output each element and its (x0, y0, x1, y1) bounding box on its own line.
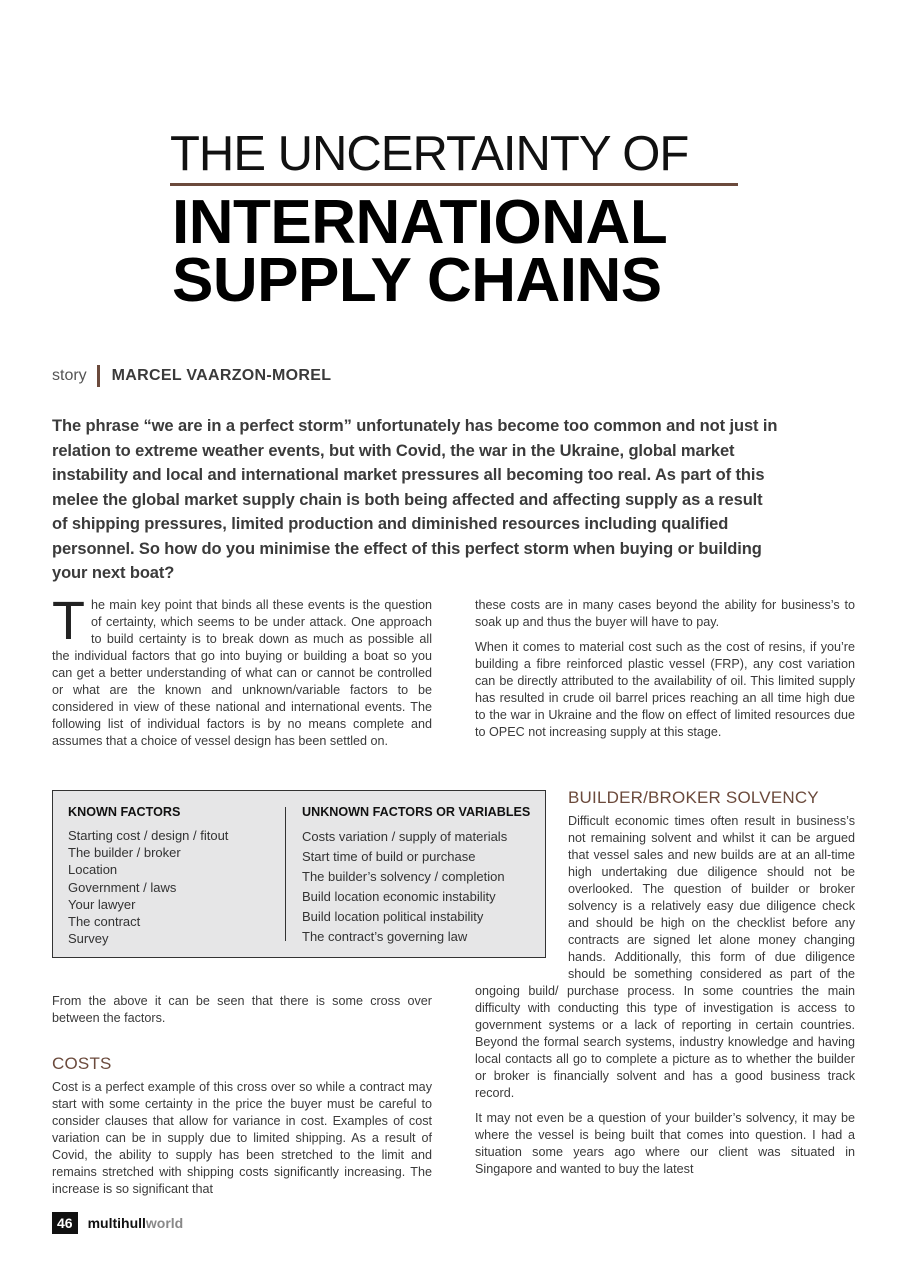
unknown-factors-heading: UNKNOWN FACTORS OR VARIABLES (302, 805, 531, 819)
list-item: Build location political instability (302, 909, 484, 924)
title-line-3: SUPPLY CHAINS (172, 246, 662, 315)
known-factors-list (68, 827, 278, 947)
list-item: Government / laws (68, 879, 177, 895)
list-item: The builder’s solvency / completion (302, 869, 505, 884)
list-item: The contract (68, 914, 141, 930)
list-item: Starting cost / design / fitout (68, 828, 229, 843)
page-footer (52, 1212, 183, 1234)
right-column-bottom (475, 813, 855, 1186)
brand-part-2: world (145, 1215, 184, 1231)
list-item: Build location economic instability (302, 889, 496, 904)
costs-paragraph: Cost is a perfect example of this cross over so while a contract may start with some certainty in the price the buyer must be careful to consider clauses that allow for variance in cost. Examples of cost variation can be in supply due to limited shipping. As a result of Covid, the ability to supply has been stretched to the limit and remains stretched with shipping costs significantly increasing. The increase is so significant that (52, 1080, 432, 1196)
right-paragraph-last: It may not even be a question of your builder’s solvency, it may be where the vessel is being built that comes into question. I had a situation some years ago where our client was situated in Singapore and wanted to buy the latest (475, 1111, 855, 1176)
known-factors-heading: KNOWN FACTORS (68, 805, 181, 819)
title-line-1: THE UNCERTAINTY OF (170, 127, 689, 181)
factors-divider (285, 807, 286, 941)
costs-heading: COSTS (52, 1054, 112, 1073)
drop-cap: T (52, 591, 85, 651)
list-item: Start time of build or purchase (302, 849, 476, 864)
factors-table (52, 790, 546, 958)
solvency-paragraph: Difficult economic times often result in business’s not remaining solvent and whilst it can be argued that vessel sales and new builds are at an all-time high undertaking due diligence should not be overlooked. The question of builder or broker solvency is a relatively easy due diligence check and should be high on the checklist before any contracts are signed let alone money changing hands. Additionally, this form of due diligence should be something considered as part of the ongoing build/ purchase process. In some countries the main difficulty with conducting this type of investigation is access to government systems or a lack of reporting in certain countries. Beyond the formal search systems, industry knowledge and having local contacts all go to complete a picture as to whether the builder or broker is financially solvent and has a good business track record. (475, 814, 855, 1100)
byline-divider (97, 365, 100, 387)
list-item: Costs variation / supply of materials (302, 829, 508, 844)
title-line-2: INTERNATIONAL (172, 188, 668, 257)
right-paragraph-1: these costs are in many cases beyond the ability for business’s to soak up and thus the buyer will have to pay. (475, 598, 855, 629)
list-item: Survey (68, 931, 109, 947)
known-factors-column (68, 805, 278, 947)
page-number: 46 (52, 1212, 78, 1234)
byline-label: story (52, 367, 87, 384)
title-main (172, 188, 742, 315)
list-item: Your lawyer (68, 896, 136, 912)
byline-author: MARCEL VAARZON-MOREL (111, 367, 332, 384)
list-item: The builder / broker (68, 845, 181, 861)
left-column-intro (52, 591, 432, 750)
list-item: Location (68, 862, 118, 878)
magazine-brand (88, 1215, 184, 1231)
byline (52, 365, 331, 387)
crossover-paragraph: From the above it can be seen that there is some cross over between the factors. (52, 994, 432, 1025)
right-column-top (475, 597, 855, 749)
lead-paragraph: The phrase “we are in a perfect storm” unfortunately has become too common and not just in relation to extreme weather events, but with Covid, the war in the Ukraine, global market instability and local and international market pressures all becoming too real. As part of this melee the global market supply chain is both being affected and affecting supply as a result of shipping pressures, limited production and diminished resources including qualified personnel. So how do you minimise the effect of this perfect storm when buying or building your next boat? (52, 417, 778, 582)
intro-text: he main key point that binds all these events is the question of certainty, which seems to be under attack. One approach to build certainty is to break down as much as possible all the individual factors that go into buying or building a boat so you can get a better understanding of what can or cannot be controlled or what are the known and unknown/variable factors to be considered in view of these national and international events. The following list of individual factors is by no means complete and assumes that a choice of vessel design has been settled on. (52, 598, 432, 748)
list-item: The contract’s governing law (302, 929, 468, 944)
text-wrap-spacer (475, 813, 568, 983)
brand-part-1: multihull (87, 1215, 146, 1231)
solvency-heading: BUILDER/BROKER SOLVENCY (568, 788, 819, 807)
title-divider (170, 183, 738, 186)
right-paragraph-2: When it comes to material cost such as the cost of resins, if you’re building a fibre reinforced plastic vessel (FRP), any cost variation can be directly attributed to the availability of oil. This limited supply has resulted in crude oil barrel prices reaching an all time high due to the war in Ukraine and the flow on effect of limited resources due to OPEC not increasing supply at this stage. (475, 640, 855, 739)
